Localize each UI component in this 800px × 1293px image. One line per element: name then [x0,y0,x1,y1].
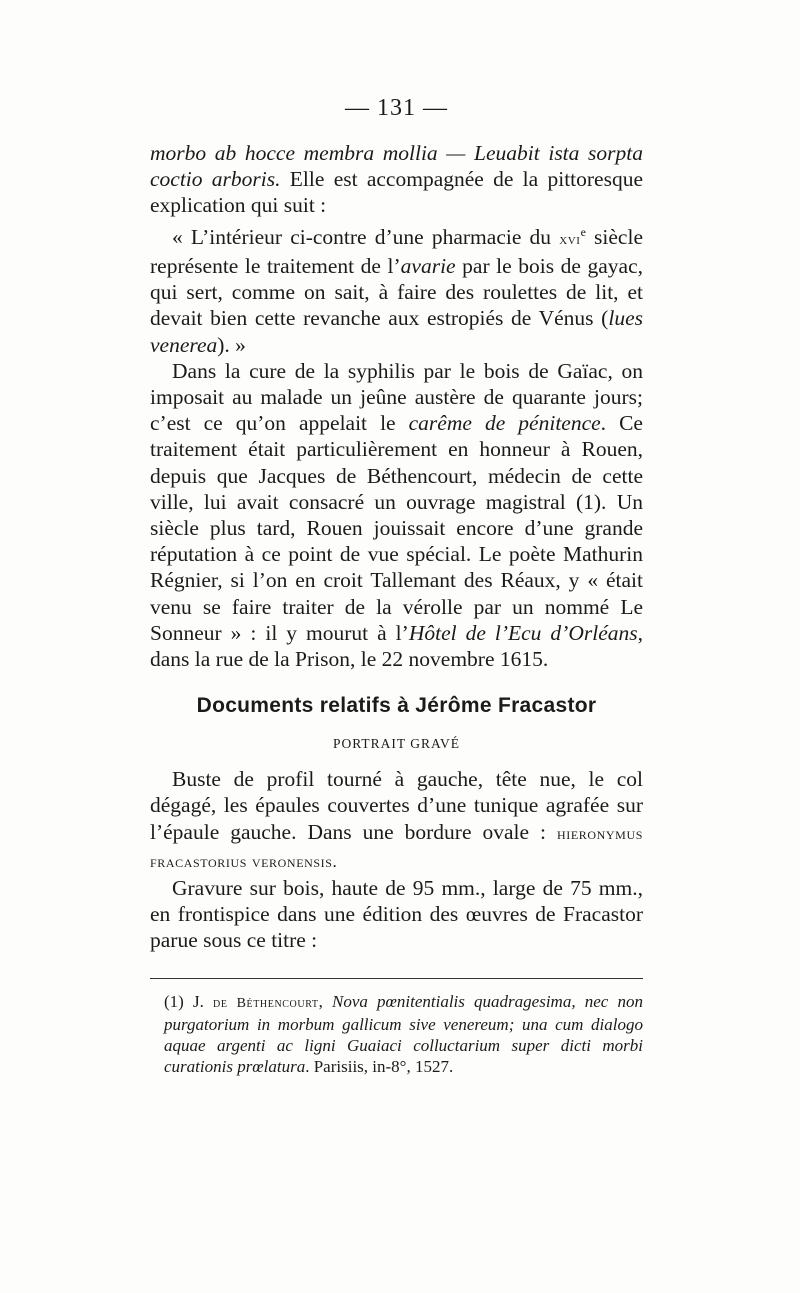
footnote-text: (1) J. de Béthencourt, Nova pœnitentialis quadragesima, nec non purgatorium in morbum gallicum sive venereum; una cum dialogo aquae argenti ac ligni Guaiaci colluctarium super dicti morbi curationis prœlatura. Parisiis, in-8°, 1527. [164,991,643,1076]
paragraph-5: Gravure sur bois, haute de 95 mm., large de 75 mm., en frontispice dans une édition des œuvres de Fracastor parue sous ce titre : [150,876,643,953]
footnote-divider [150,978,643,979]
paragraph-2: « L’intérieur ci-contre d’une pharmacie du xvi$^e$ siècle représente le traitement de l’avarie par le bois de gayac, qui sert, comme on sait, à faire des roulettes de lit, et devait bien cette revanche aux estropiés de Vénus (lues venerea). » [150,224,644,357]
paragraph-3: Dans la cure de la syphilis par le bois de Gaïac, on imposait au malade un jeûne austère de quarante jours; c’est ce qu’on appelait le carême de pénitence. Ce traitement était particulièrement en honneur à Rouen, depuis que Jacques de Béthencourt, médecin de cette ville, lui avait consacré un ouvrage magistral (1). Un siècle plus tard, Rouen jouissait encore d’une grande réputation à ce point de vue spécial. Le poète Mathurin Régnier, si l’on en croit Tallemant des Réaux, y « était venu se faire traiter de la vérolle par un nommé Le Sonneur » : il y mourut à l’Hôtel de l’Ecu d’Orléans, dans la rue de la Prison, le 22 novembre 1615. [150,358,643,672]
paragraph-4: Buste de profil tourné à gauche, tête nue, le col dégagé, les épaules couvertes d’une tunique agrafée sur l’épaule gauche. Dans une bordure ovale : hieronymus fracastorius veronensis. [150,767,643,871]
section-subheading: PORTRAIT GRAVÉ [332,736,461,752]
page [150,95,643,1077]
section-text [150,766,643,953]
latin-quote: morbo ab hocce membra mollia — Leuabit ista sorpta coctio arboris. [150,141,643,192]
section-heading: Documents relatifs à Jérôme Fracastor [196,694,597,718]
paragraph-1: morbo ab hocce membra mollia — Leuabit ista sorpta coctio arboris. Elle est accompagnée de la pittoresque explication qui suit : [150,141,644,218]
page-number: — 131 — [345,95,448,121]
footnote [150,991,643,1077]
main-text [150,140,643,672]
